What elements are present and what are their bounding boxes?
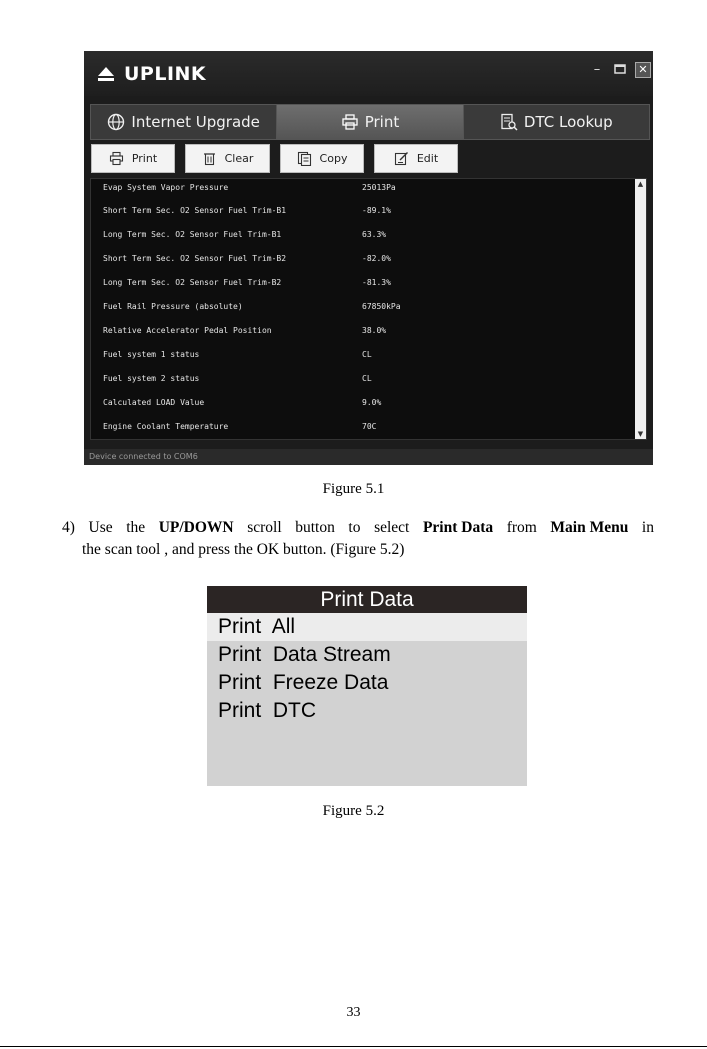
main-tabs (90, 104, 650, 140)
word: in (641, 519, 654, 536)
tab-label: DTC Lookup (523, 113, 613, 131)
item-name: Long Term Sec. O2 Sensor Fuel Trim-B1 (103, 230, 282, 239)
scroll-down-icon[interactable]: ▼ (637, 430, 644, 438)
word: button (295, 519, 335, 536)
maximize-button[interactable] (612, 62, 628, 78)
app-brand: UPLINK (124, 63, 207, 85)
item-name: Long Term Sec. O2 Sensor Fuel Trim-B2 (103, 278, 282, 287)
clear-button-label: Clear (224, 152, 254, 165)
list-item[interactable] (103, 202, 633, 220)
list-item[interactable] (103, 370, 633, 388)
toolbar (90, 144, 649, 174)
item-name: Short Term Sec. O2 Sensor Fuel Trim-B1 (103, 206, 287, 215)
word: to (348, 519, 361, 536)
copy-button[interactable] (280, 144, 364, 173)
item-name: Relative Accelerator Pedal Position (103, 326, 272, 335)
item-value: -81.3% (362, 278, 391, 287)
page-divider (0, 1046, 707, 1047)
word: the (126, 519, 146, 536)
printer-icon (109, 151, 124, 166)
item-value: CL (362, 374, 372, 383)
item-value: 38.0% (362, 326, 387, 335)
title-bar (84, 51, 653, 96)
item-name: Calculated LOAD Value (103, 398, 205, 407)
list-item[interactable] (103, 298, 633, 316)
menu-item-print-all[interactable]: Print All (207, 613, 527, 641)
list-item[interactable] (103, 226, 633, 244)
instruction-paragraph (62, 517, 654, 561)
list-item[interactable] (103, 274, 633, 292)
eject-icon (96, 64, 116, 84)
item-name: Fuel system 1 status (103, 350, 200, 359)
list-item[interactable] (103, 179, 633, 197)
item-name: Fuel system 2 status (103, 374, 200, 383)
minimize-button[interactable]: – (593, 62, 601, 77)
list-item[interactable] (103, 322, 633, 340)
word: Use (88, 519, 113, 536)
updown-term: UP/DOWN (158, 519, 234, 536)
print-button-label: Print (131, 152, 158, 165)
word: from (506, 519, 537, 536)
clear-button[interactable] (185, 144, 270, 173)
tab-internet-upgrade[interactable] (91, 105, 277, 139)
menu-item-print-freeze-data[interactable]: Print Freeze Data (218, 671, 389, 694)
edit-button-label: Edit (416, 152, 439, 165)
menu-title: Print Data (207, 586, 527, 613)
edit-icon (394, 151, 409, 166)
print-data-term: Print Data (422, 519, 494, 536)
status-bar: Device connected to COM6 (84, 449, 653, 465)
item-value: CL (362, 350, 372, 359)
app-logo (96, 63, 206, 85)
copy-button-label: Copy (319, 152, 348, 165)
menu-item-print-dtc[interactable]: Print DTC (218, 699, 317, 722)
menu-item-print-data-stream[interactable]: Print Data Stream (218, 643, 391, 666)
scroll-up-icon[interactable]: ▲ (637, 180, 644, 188)
close-button[interactable]: ✕ (635, 62, 651, 78)
word: scroll (247, 519, 282, 536)
data-stream-list (90, 178, 647, 440)
tab-label: Print (364, 113, 400, 131)
step-number: 4) (62, 519, 75, 536)
item-value: 63.3% (362, 230, 387, 239)
scan-tool-screen (207, 586, 527, 786)
list-item[interactable] (103, 394, 633, 412)
scrollbar[interactable] (635, 179, 646, 439)
printer-icon (341, 113, 359, 131)
item-name: Fuel Rail Pressure (absolute) (103, 302, 243, 311)
print-button[interactable] (91, 144, 175, 173)
item-name: Evap System Vapor Pressure (103, 183, 229, 192)
word: select (374, 519, 410, 536)
uplink-app-window (84, 51, 653, 465)
main-menu-term: Main Menu (550, 519, 629, 536)
copy-icon (297, 151, 312, 166)
list-item[interactable] (103, 250, 633, 268)
item-name: Short Term Sec. O2 Sensor Fuel Trim-B2 (103, 254, 287, 263)
figure-caption: Figure 5.2 (322, 803, 385, 819)
globe-icon (107, 113, 125, 131)
item-value: 9.0% (362, 398, 382, 407)
item-value: 25013Pa (362, 183, 396, 192)
instruction-line-1 (62, 517, 654, 539)
figure-caption: Figure 5.1 (322, 481, 385, 497)
tab-print[interactable] (277, 105, 463, 139)
item-value: -89.1% (362, 206, 391, 215)
tab-label: Internet Upgrade (131, 113, 260, 131)
document-search-icon (500, 113, 518, 131)
maximize-icon (613, 62, 627, 76)
list-item[interactable] (103, 418, 633, 436)
item-name: Engine Coolant Temperature (103, 422, 229, 431)
item-value: 67850kPa (362, 302, 401, 311)
page-number: 33 (346, 1005, 361, 1020)
list-item[interactable] (103, 346, 633, 364)
item-value: 70C (362, 422, 377, 431)
edit-button[interactable] (374, 144, 458, 173)
item-value: -82.0% (362, 254, 391, 263)
instruction-line-2: the scan tool , and press the OK button. (Figure 5.2) (82, 541, 405, 558)
trash-icon (202, 151, 217, 166)
tab-dtc-lookup[interactable] (464, 105, 649, 139)
